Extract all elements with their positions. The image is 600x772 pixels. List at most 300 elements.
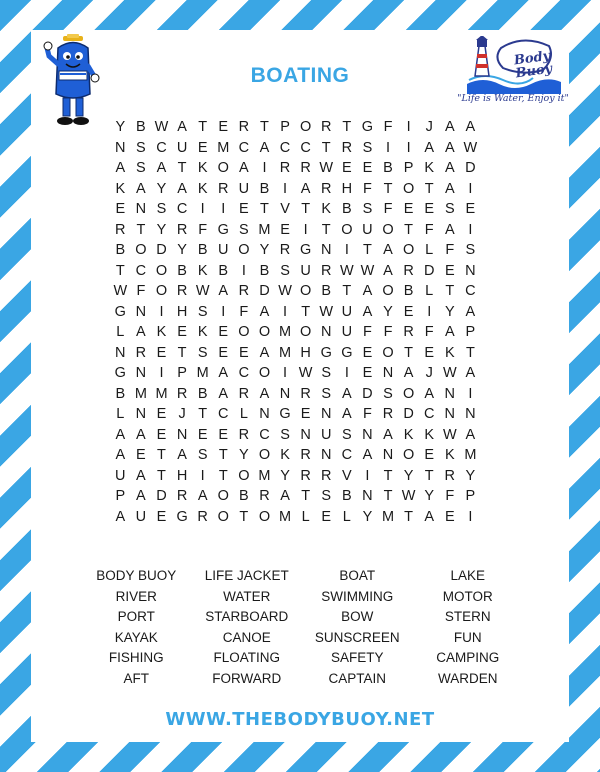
grid-letter[interactable]: N xyxy=(259,406,270,422)
grid-letter[interactable]: E xyxy=(156,426,167,443)
grid-letter[interactable]: I xyxy=(303,221,308,238)
grid-letter[interactable]: H xyxy=(300,344,311,361)
grid-letter[interactable]: E xyxy=(218,344,229,361)
grid-letter[interactable]: T xyxy=(157,447,166,463)
grid-letter[interactable]: Y xyxy=(362,508,373,525)
grid-letter[interactable]: A xyxy=(465,426,476,443)
grid-letter[interactable]: F xyxy=(136,283,146,299)
grid-letter[interactable]: Y xyxy=(424,488,435,504)
grid-letter[interactable]: A xyxy=(465,303,476,320)
grid-letter[interactable]: T xyxy=(198,119,208,135)
grid-letter[interactable]: A xyxy=(362,303,373,320)
grid-letter[interactable]: G xyxy=(300,242,312,258)
grid-letter[interactable]: W xyxy=(463,139,478,156)
grid-letter[interactable]: E xyxy=(424,201,435,217)
grid-letter[interactable]: V xyxy=(280,201,290,217)
grid-letter[interactable]: A xyxy=(177,119,187,135)
grid-letter[interactable]: I xyxy=(200,467,205,484)
grid-letter[interactable]: S xyxy=(136,160,146,176)
grid-letter[interactable]: F xyxy=(383,201,393,217)
grid-letter[interactable]: I xyxy=(365,467,370,484)
grid-letter[interactable]: G xyxy=(320,344,332,361)
grid-letter[interactable]: O xyxy=(258,324,271,340)
grid-letter[interactable]: A xyxy=(218,365,229,381)
grid-letter[interactable]: S xyxy=(321,385,332,402)
grid-letter[interactable]: T xyxy=(383,180,393,197)
grid-letter[interactable]: I xyxy=(344,365,349,381)
grid-letter[interactable]: T xyxy=(301,303,311,320)
grid-letter[interactable]: U xyxy=(238,180,250,197)
grid-letter[interactable]: L xyxy=(116,324,125,340)
grid-letter[interactable]: N xyxy=(362,488,373,504)
grid-letter[interactable]: Y xyxy=(403,467,414,484)
grid-letter[interactable]: E xyxy=(177,324,187,340)
grid-letter[interactable]: C xyxy=(279,139,291,156)
grid-letter[interactable]: A xyxy=(444,119,455,135)
grid-letter[interactable]: U xyxy=(341,303,353,320)
grid-letter[interactable]: R xyxy=(238,119,250,135)
grid-letter[interactable]: F xyxy=(198,221,208,238)
grid-letter[interactable]: O xyxy=(382,283,394,299)
grid-letter[interactable]: E xyxy=(280,221,290,238)
grid-letter[interactable]: T xyxy=(136,221,146,238)
grid-letter[interactable]: E xyxy=(403,201,414,217)
grid-letter[interactable]: O xyxy=(238,324,250,340)
grid-letter[interactable]: N xyxy=(465,406,476,422)
grid-letter[interactable]: N xyxy=(135,365,147,381)
grid-letter[interactable]: O xyxy=(402,385,415,402)
grid-letter[interactable]: P xyxy=(177,365,187,381)
grid-letter[interactable]: F xyxy=(239,303,249,320)
grid-letter[interactable]: B xyxy=(115,242,126,258)
grid-letter[interactable]: F xyxy=(424,324,434,340)
grid-letter[interactable]: T xyxy=(404,508,414,525)
grid-letter[interactable]: I xyxy=(406,119,411,135)
grid-letter[interactable]: K xyxy=(403,426,414,443)
grid-letter[interactable]: R xyxy=(320,180,332,197)
grid-letter[interactable]: A xyxy=(444,160,455,176)
grid-letter[interactable]: A xyxy=(341,406,352,422)
grid-letter[interactable]: K xyxy=(197,180,208,197)
grid-letter[interactable]: R xyxy=(300,447,311,463)
grid-letter[interactable]: U xyxy=(362,221,373,238)
grid-letter[interactable]: O xyxy=(238,467,250,484)
grid-letter[interactable]: E xyxy=(239,344,249,361)
grid-letter[interactable]: N xyxy=(115,344,126,361)
grid-letter[interactable]: R xyxy=(341,139,353,156)
grid-letter[interactable]: M xyxy=(196,365,209,381)
grid-letter[interactable]: W xyxy=(401,488,416,504)
grid-letter[interactable]: B xyxy=(136,119,146,135)
grid-letter[interactable]: E xyxy=(424,447,435,463)
grid-letter[interactable]: A xyxy=(465,365,476,381)
grid-letter[interactable]: I xyxy=(386,139,391,156)
grid-letter[interactable]: A xyxy=(136,467,146,484)
grid-letter[interactable]: N xyxy=(300,426,311,443)
grid-letter[interactable]: A xyxy=(383,262,393,279)
grid-letter[interactable]: N xyxy=(176,426,188,443)
grid-letter[interactable]: K xyxy=(444,447,455,463)
grid-letter[interactable]: J xyxy=(425,119,433,135)
grid-letter[interactable]: S xyxy=(197,303,208,320)
grid-letter[interactable]: E xyxy=(362,160,373,176)
grid-letter[interactable]: A xyxy=(115,426,126,443)
grid-letter[interactable]: E xyxy=(362,344,373,361)
grid-letter[interactable]: N xyxy=(362,426,373,443)
grid-letter[interactable]: I xyxy=(468,385,473,402)
grid-letter[interactable]: I xyxy=(406,139,411,156)
grid-letter[interactable]: E xyxy=(156,406,167,422)
grid-letter[interactable]: E xyxy=(218,119,229,135)
grid-letter[interactable]: E xyxy=(197,426,208,443)
grid-letter[interactable]: C xyxy=(156,139,167,156)
grid-letter[interactable]: R xyxy=(238,385,250,402)
grid-letter[interactable]: A xyxy=(362,447,373,463)
grid-letter[interactable]: U xyxy=(341,324,353,340)
grid-letter[interactable]: R xyxy=(176,488,188,504)
grid-letter[interactable]: C xyxy=(238,365,250,381)
grid-letter[interactable]: F xyxy=(362,406,372,422)
grid-letter[interactable]: T xyxy=(383,467,393,484)
grid-letter[interactable]: C xyxy=(135,262,147,279)
grid-letter[interactable]: A xyxy=(300,180,311,197)
grid-letter[interactable]: I xyxy=(468,180,473,197)
grid-letter[interactable]: S xyxy=(280,426,290,443)
grid-letter[interactable]: K xyxy=(444,344,455,361)
grid-letter[interactable]: F xyxy=(445,488,455,504)
grid-letter[interactable]: C xyxy=(341,447,353,463)
grid-letter[interactable]: S xyxy=(156,201,167,217)
grid-letter[interactable]: A xyxy=(444,324,455,340)
grid-letter[interactable]: I xyxy=(262,160,267,176)
grid-letter[interactable]: W xyxy=(319,160,334,176)
grid-letter[interactable]: T xyxy=(218,467,228,484)
grid-letter[interactable]: R xyxy=(444,467,456,484)
grid-letter[interactable]: M xyxy=(279,508,292,525)
grid-letter[interactable]: T xyxy=(342,119,352,135)
grid-letter[interactable]: I xyxy=(241,262,246,279)
website-url[interactable]: WWW.THEBODYBUOY.NET xyxy=(165,709,435,730)
grid-letter[interactable]: N xyxy=(320,447,332,463)
grid-letter[interactable]: N xyxy=(320,242,332,258)
grid-letter[interactable]: R xyxy=(403,262,414,279)
grid-letter[interactable]: T xyxy=(445,283,455,299)
grid-letter[interactable]: O xyxy=(155,283,168,299)
grid-letter[interactable]: L xyxy=(425,283,434,299)
grid-letter[interactable]: A xyxy=(444,139,455,156)
grid-letter[interactable]: B xyxy=(341,201,352,217)
grid-letter[interactable]: K xyxy=(115,180,126,197)
grid-letter[interactable]: M xyxy=(279,324,292,340)
grid-letter[interactable]: T xyxy=(177,344,187,361)
grid-letter[interactable]: W xyxy=(339,262,354,279)
grid-letter[interactable]: B xyxy=(403,283,414,299)
grid-letter[interactable]: S xyxy=(136,139,146,156)
grid-letter[interactable]: T xyxy=(404,344,414,361)
grid-letter[interactable]: S xyxy=(362,201,373,217)
grid-letter[interactable]: C xyxy=(259,426,270,443)
grid-letter[interactable]: U xyxy=(115,467,126,484)
grid-letter[interactable]: R xyxy=(115,221,126,238)
grid-letter[interactable]: E xyxy=(321,508,332,525)
grid-letter[interactable]: A xyxy=(403,365,414,381)
grid-letter[interactable]: W xyxy=(442,426,457,443)
grid-letter[interactable]: O xyxy=(402,242,415,258)
grid-letter[interactable]: S xyxy=(239,221,249,238)
grid-letter[interactable]: R xyxy=(238,426,250,443)
grid-letter[interactable]: A xyxy=(156,160,167,176)
grid-letter[interactable]: F xyxy=(383,324,393,340)
grid-letter[interactable]: O xyxy=(300,119,312,135)
grid-letter[interactable]: E xyxy=(239,201,249,217)
grid-letter[interactable]: R xyxy=(279,242,291,258)
grid-letter[interactable]: A xyxy=(341,385,352,402)
grid-letter[interactable]: E xyxy=(341,160,352,176)
grid-letter[interactable]: K xyxy=(156,324,167,340)
grid-letter[interactable]: F xyxy=(362,324,372,340)
grid-letter[interactable]: C xyxy=(218,406,229,422)
grid-letter[interactable]: F xyxy=(383,119,393,135)
grid-letter[interactable]: B xyxy=(239,488,249,504)
grid-letter[interactable]: M xyxy=(464,447,477,463)
grid-letter[interactable]: R xyxy=(320,119,332,135)
grid-letter[interactable]: N xyxy=(320,324,332,340)
grid-letter[interactable]: A xyxy=(465,119,476,135)
grid-letter[interactable]: B xyxy=(383,160,393,176)
grid-letter[interactable]: T xyxy=(301,488,311,504)
grid-letter[interactable]: I xyxy=(344,242,349,258)
grid-letter[interactable]: A xyxy=(362,283,373,299)
grid-letter[interactable]: R xyxy=(218,180,229,197)
grid-letter[interactable]: O xyxy=(341,221,353,238)
grid-letter[interactable]: A xyxy=(115,447,126,463)
grid-letter[interactable]: A xyxy=(259,303,270,320)
grid-letter[interactable]: D xyxy=(362,385,373,402)
grid-letter[interactable]: E xyxy=(218,324,229,340)
grid-letter[interactable]: R xyxy=(300,467,311,484)
grid-letter[interactable]: F xyxy=(362,180,372,197)
grid-letter[interactable]: A xyxy=(136,324,146,340)
grid-letter[interactable]: S xyxy=(341,426,352,443)
grid-letter[interactable]: G xyxy=(361,119,374,135)
grid-letter[interactable]: O xyxy=(258,447,271,463)
grid-letter[interactable]: L xyxy=(425,242,434,258)
grid-letter[interactable]: A xyxy=(218,385,229,402)
grid-letter[interactable]: R xyxy=(197,508,208,525)
grid-letter[interactable]: P xyxy=(465,324,476,340)
grid-letter[interactable]: D xyxy=(259,283,270,299)
grid-letter[interactable]: F xyxy=(445,242,455,258)
grid-letter[interactable]: U xyxy=(320,426,332,443)
grid-letter[interactable]: O xyxy=(217,508,229,525)
grid-letter[interactable]: I xyxy=(468,508,473,525)
grid-letter[interactable]: E xyxy=(136,447,146,463)
grid-letter[interactable]: E xyxy=(362,365,373,381)
grid-letter[interactable]: T xyxy=(362,242,372,258)
grid-letter[interactable]: G xyxy=(341,344,353,361)
grid-letter[interactable]: O xyxy=(217,160,229,176)
grid-letter[interactable]: I xyxy=(427,303,432,320)
grid-letter[interactable]: A xyxy=(177,447,187,463)
grid-letter[interactable]: K xyxy=(424,160,435,176)
grid-letter[interactable]: E xyxy=(115,201,126,217)
grid-letter[interactable]: O xyxy=(155,262,168,279)
grid-letter[interactable]: A xyxy=(280,488,290,504)
grid-letter[interactable]: M xyxy=(155,385,168,402)
grid-letter[interactable]: T xyxy=(157,467,166,484)
grid-letter[interactable]: I xyxy=(283,180,288,197)
grid-letter[interactable]: J xyxy=(178,406,186,422)
grid-letter[interactable]: S xyxy=(444,201,455,217)
grid-letter[interactable]: L xyxy=(239,406,248,422)
grid-letter[interactable]: A xyxy=(239,160,249,176)
grid-letter[interactable]: W xyxy=(278,283,292,299)
grid-letter[interactable]: F xyxy=(424,221,434,238)
grid-letter[interactable]: J xyxy=(425,365,433,381)
grid-letter[interactable]: N xyxy=(279,385,291,402)
grid-letter[interactable]: I xyxy=(221,201,226,217)
grid-letter[interactable]: T xyxy=(342,283,352,299)
grid-letter[interactable]: G xyxy=(279,406,291,422)
grid-letter[interactable]: M xyxy=(258,467,271,484)
grid-letter[interactable]: T xyxy=(260,201,269,217)
grid-letter[interactable]: K xyxy=(197,324,208,340)
grid-letter[interactable]: D xyxy=(403,406,414,422)
grid-letter[interactable]: A xyxy=(259,385,270,402)
grid-letter[interactable]: O xyxy=(300,324,312,340)
grid-letter[interactable]: T xyxy=(404,221,414,238)
grid-letter[interactable]: Y xyxy=(465,467,476,484)
grid-letter[interactable]: B xyxy=(197,242,208,258)
grid-letter[interactable]: O xyxy=(382,344,394,361)
grid-letter[interactable]: Y xyxy=(239,447,249,463)
grid-letter[interactable]: H xyxy=(176,467,188,484)
grid-letter[interactable]: H xyxy=(176,303,188,320)
grid-letter[interactable]: R xyxy=(279,160,291,176)
grid-letter[interactable]: N xyxy=(444,406,456,422)
grid-letter[interactable]: R xyxy=(238,283,250,299)
grid-letter[interactable]: U xyxy=(300,262,311,279)
grid-letter[interactable]: D xyxy=(423,262,435,279)
grid-letter[interactable]: O xyxy=(135,242,147,258)
grid-letter[interactable]: B xyxy=(197,385,208,402)
grid-letter[interactable]: A xyxy=(136,426,146,443)
grid-letter[interactable]: Y xyxy=(156,180,167,197)
grid-letter[interactable]: R xyxy=(176,221,188,238)
grid-letter[interactable]: N xyxy=(135,303,147,320)
grid-letter[interactable]: W xyxy=(319,303,334,320)
grid-letter[interactable]: Y xyxy=(280,467,290,484)
grid-letter[interactable]: N xyxy=(135,201,147,217)
grid-letter[interactable]: R xyxy=(300,385,311,402)
grid-letter[interactable]: N xyxy=(115,139,126,156)
grid-letter[interactable]: O xyxy=(217,488,229,504)
grid-letter[interactable]: H xyxy=(341,180,353,197)
grid-letter[interactable]: T xyxy=(239,508,249,525)
grid-letter[interactable]: P xyxy=(280,119,290,135)
grid-letter[interactable]: E xyxy=(444,262,455,279)
grid-letter[interactable]: A xyxy=(259,139,270,156)
grid-letter[interactable]: W xyxy=(360,262,375,279)
grid-letter[interactable]: D xyxy=(465,160,476,176)
grid-letter[interactable]: A xyxy=(444,221,455,238)
grid-letter[interactable]: I xyxy=(221,303,226,320)
grid-letter[interactable]: W xyxy=(113,283,128,299)
grid-letter[interactable]: K xyxy=(197,262,208,279)
grid-letter[interactable]: K xyxy=(424,426,435,443)
grid-letter[interactable]: M xyxy=(258,221,271,238)
grid-letter[interactable]: G xyxy=(114,365,126,381)
grid-letter[interactable]: N xyxy=(382,447,394,463)
grid-letter[interactable]: C xyxy=(465,283,476,299)
grid-letter[interactable]: E xyxy=(444,508,455,525)
grid-letter[interactable]: P xyxy=(465,488,476,504)
grid-letter[interactable]: N xyxy=(444,385,456,402)
grid-letter[interactable]: M xyxy=(134,385,147,402)
grid-letter[interactable]: S xyxy=(321,365,332,381)
grid-letter[interactable]: N xyxy=(135,406,147,422)
grid-letter[interactable]: E xyxy=(156,508,167,525)
grid-letter[interactable]: U xyxy=(218,242,229,258)
grid-letter[interactable]: R xyxy=(135,344,147,361)
grid-letter[interactable]: D xyxy=(156,488,167,504)
grid-letter[interactable]: T xyxy=(321,221,331,238)
grid-letter[interactable]: E xyxy=(218,426,229,443)
grid-letter[interactable]: N xyxy=(320,406,332,422)
grid-letter[interactable]: A xyxy=(383,242,393,258)
grid-letter[interactable]: A xyxy=(444,180,455,197)
grid-letter[interactable]: A xyxy=(136,180,146,197)
grid-letter[interactable]: B xyxy=(341,488,352,504)
grid-letter[interactable]: T xyxy=(465,344,475,361)
grid-letter[interactable]: T xyxy=(115,262,125,279)
grid-letter[interactable]: A xyxy=(197,488,208,504)
grid-letter[interactable]: O xyxy=(258,365,271,381)
grid-letter[interactable]: M xyxy=(279,344,292,361)
grid-letter[interactable]: G xyxy=(114,303,126,320)
grid-letter[interactable]: S xyxy=(362,139,373,156)
grid-letter[interactable]: I xyxy=(468,221,473,238)
grid-letter[interactable]: S xyxy=(321,488,332,504)
grid-letter[interactable]: A xyxy=(115,508,126,525)
grid-letter[interactable]: R xyxy=(320,467,332,484)
grid-letter[interactable]: A xyxy=(383,426,393,443)
grid-letter[interactable]: O xyxy=(258,508,271,525)
grid-letter[interactable]: O xyxy=(402,447,415,463)
grid-letter[interactable]: T xyxy=(218,447,228,463)
grid-letter[interactable]: I xyxy=(200,201,205,217)
grid-letter[interactable]: T xyxy=(301,201,311,217)
grid-letter[interactable]: O xyxy=(300,283,312,299)
grid-letter[interactable]: C xyxy=(238,139,250,156)
grid-letter[interactable]: Y xyxy=(444,303,455,320)
grid-letter[interactable]: R xyxy=(176,385,188,402)
grid-letter[interactable]: B xyxy=(259,180,270,197)
grid-letter[interactable]: A xyxy=(259,344,270,361)
grid-letter[interactable]: A xyxy=(424,508,435,525)
grid-letter[interactable]: U xyxy=(135,508,147,525)
grid-letter[interactable]: T xyxy=(260,119,269,135)
grid-letter[interactable]: T xyxy=(177,160,187,176)
grid-letter[interactable]: S xyxy=(465,242,476,258)
grid-letter[interactable]: W xyxy=(442,365,457,381)
grid-letter[interactable]: B xyxy=(218,262,229,279)
grid-letter[interactable]: T xyxy=(424,180,434,197)
grid-letter[interactable]: R xyxy=(403,324,414,340)
grid-letter[interactable]: P xyxy=(115,488,126,504)
grid-letter[interactable]: S xyxy=(197,344,208,361)
grid-letter[interactable]: W xyxy=(298,365,313,381)
